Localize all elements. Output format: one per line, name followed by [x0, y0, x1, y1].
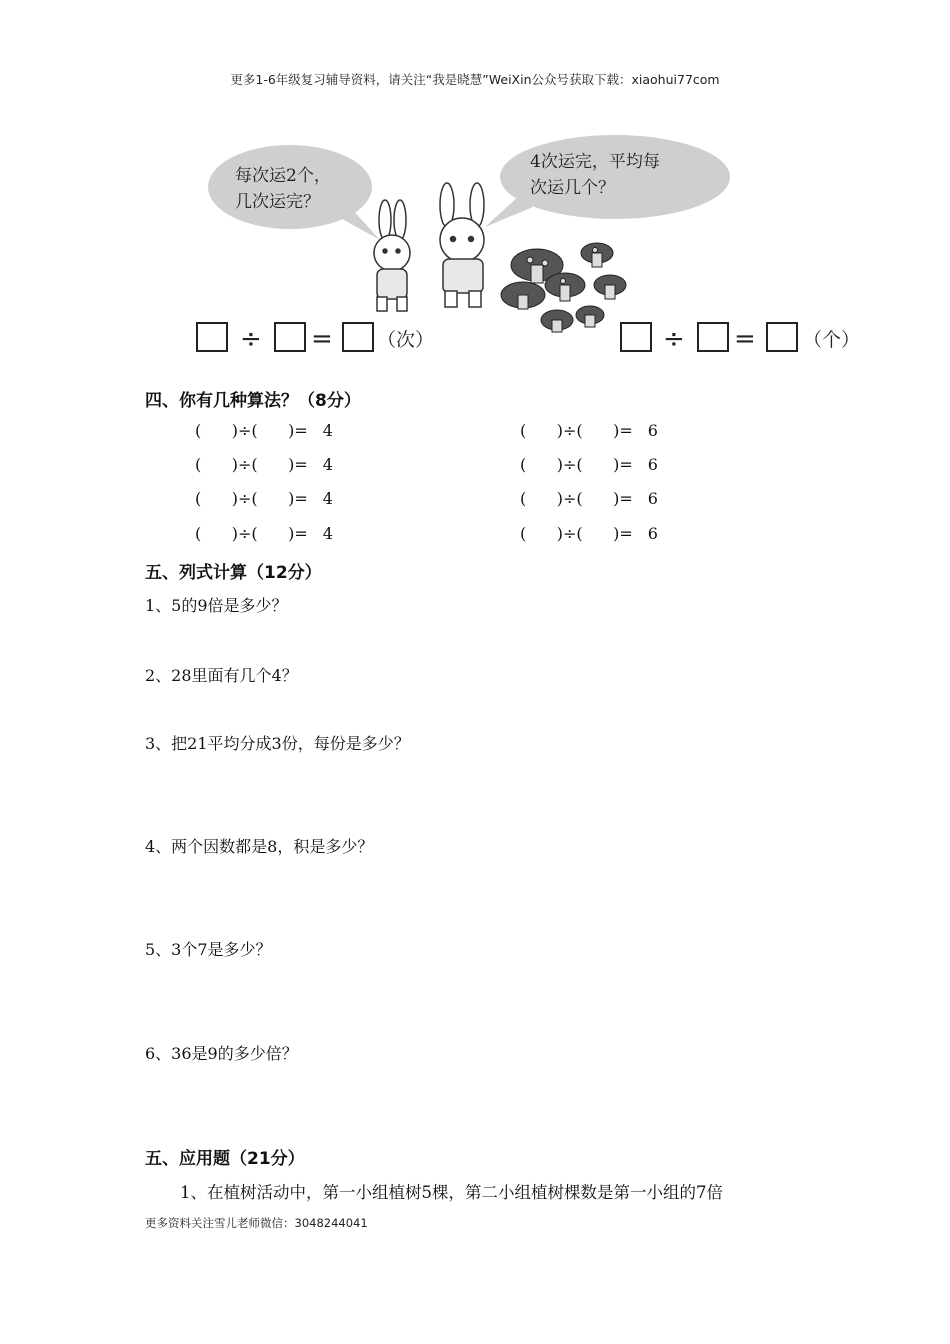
- application-question-1: 1、在植树活动中，第一小组植树5棵，第二小组植树棵数是第一小组的7倍: [180, 1183, 723, 1202]
- division-row-right-1: ( )÷( )= 6: [520, 421, 658, 440]
- speech-bubble-left: [208, 145, 380, 240]
- question-2: 2、28里面有几个4？: [145, 666, 298, 685]
- divide-symbol-right: ÷: [663, 324, 685, 354]
- unit-left: （次）: [377, 329, 435, 351]
- answer-box-5: [698, 323, 728, 351]
- section5-title: 五、列式计算（12分）: [145, 563, 322, 583]
- question-4: 4、两个因数都是8，积是多少？: [145, 837, 374, 856]
- bubble-right-line1: 4次运完，平均每: [530, 152, 660, 172]
- equation-left: [197, 323, 434, 354]
- bubble-left-line2: 几次运完？: [235, 192, 320, 212]
- rabbit-right: [440, 183, 484, 307]
- division-row-right-2: ( )÷( )= 6: [520, 455, 658, 474]
- answer-box-4: [621, 323, 651, 351]
- bubble-right-line2: 次运几个？: [530, 178, 615, 198]
- question-1: 1、5的9倍是多少？: [145, 596, 288, 615]
- question-5: 5、3个7是多少？: [145, 940, 272, 959]
- rabbits-mushrooms-illustration: [185, 135, 885, 365]
- question-6: 6、36是9的多少倍？: [145, 1044, 298, 1063]
- footer-note: 更多资料关注雪儿老师微信：3048244041: [145, 1216, 368, 1230]
- mushroom-pile: [501, 243, 626, 332]
- answer-box-1: [197, 323, 227, 351]
- equation-right: [621, 323, 860, 354]
- answer-box-6: [767, 323, 797, 351]
- division-row-right-3: ( )÷( )= 6: [520, 489, 658, 508]
- division-row-left-3: ( )÷( )= 4: [195, 489, 333, 508]
- division-row-left-4: ( )÷( )= 4: [195, 524, 333, 543]
- speech-bubble-right: [485, 135, 730, 227]
- division-row-right-4: ( )÷( )= 6: [520, 524, 658, 543]
- section6-title: 五、应用题（21分）: [145, 1149, 305, 1169]
- equals-symbol-left: =: [311, 324, 333, 354]
- divide-symbol-left: ÷: [240, 324, 262, 354]
- equals-symbol-right: =: [734, 324, 756, 354]
- bubble-left-line1: 每次运2个，: [235, 166, 331, 186]
- section4-title: 四、你有几种算法？（8分）: [145, 391, 361, 411]
- question-3: 3、把21平均分成3份，每份是多少？: [145, 734, 410, 753]
- header-note: 更多1-6年级复习辅导资料，请关注“我是晓慧”WeiXin公众号获取下载：xiaohui77com: [230, 72, 720, 87]
- division-row-left-2: ( )÷( )= 4: [195, 455, 333, 474]
- answer-box-2: [275, 323, 305, 351]
- unit-right: （个）: [803, 329, 861, 351]
- rabbit-left: [374, 200, 410, 311]
- division-row-left-1: ( )÷( )= 4: [195, 421, 333, 440]
- answer-box-3: [343, 323, 373, 351]
